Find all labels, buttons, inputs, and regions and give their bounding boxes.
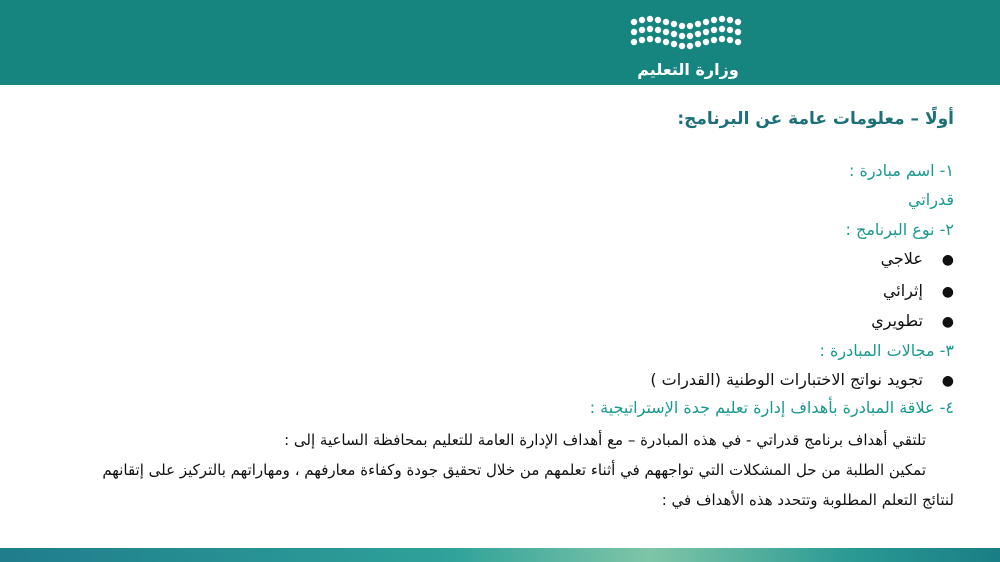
ministry-logo (628, 8, 748, 82)
paragraph-1: تلتقي أهداف برنامج قدراتي - في هذه المبادرة – مع أهداف الإدارة العامة للتعليم بمحافظة الساعية إلى : (284, 431, 926, 449)
section-2-heading: ٢- نوع البرنامج : (845, 220, 954, 239)
list-item: ● تطويري (871, 311, 954, 330)
page-title: أولًا – معلومات عامة عن البرنامج: (677, 109, 954, 129)
bullet-icon: ● (941, 252, 954, 268)
list-item: ● تجويد نواتج الاختبارات الوطنية (القدرات ) (650, 370, 954, 389)
section-4-heading: ٤- علاقة المبادرة بأهداف إدارة تعليم جدة الإستراتيجية : (589, 398, 954, 417)
section-1-heading: ١- اسم مبادرة : (848, 161, 954, 180)
bullet-icon: ● (941, 373, 954, 389)
list-item: ● علاجي (880, 249, 954, 268)
footer-gradient-bar (0, 548, 1000, 562)
initiative-name: قدراتي (907, 190, 954, 209)
list-item: ● إثرائي (882, 281, 954, 300)
section-3-heading: ٣- مجالات المبادرة : (819, 341, 954, 360)
paragraph-2: تمكين الطلبة من حل المشكلات التي تواجههم في أثناء تعلمهم من خلال تحقيق جودة وكفاءة معارفهم ، ومهاراتهم بالتركيز على إتقانهم (102, 461, 926, 479)
bullet-icon: ● (941, 314, 954, 330)
ministry-header (0, 0, 1000, 85)
paragraph-3: لنتائج التعلم المطلوبة وتتحدد هذه الأهداف في : (661, 491, 954, 509)
logo-dots-icon (628, 8, 748, 58)
logo-text: وزارة التعليم (637, 60, 739, 79)
bullet-icon: ● (941, 284, 954, 300)
